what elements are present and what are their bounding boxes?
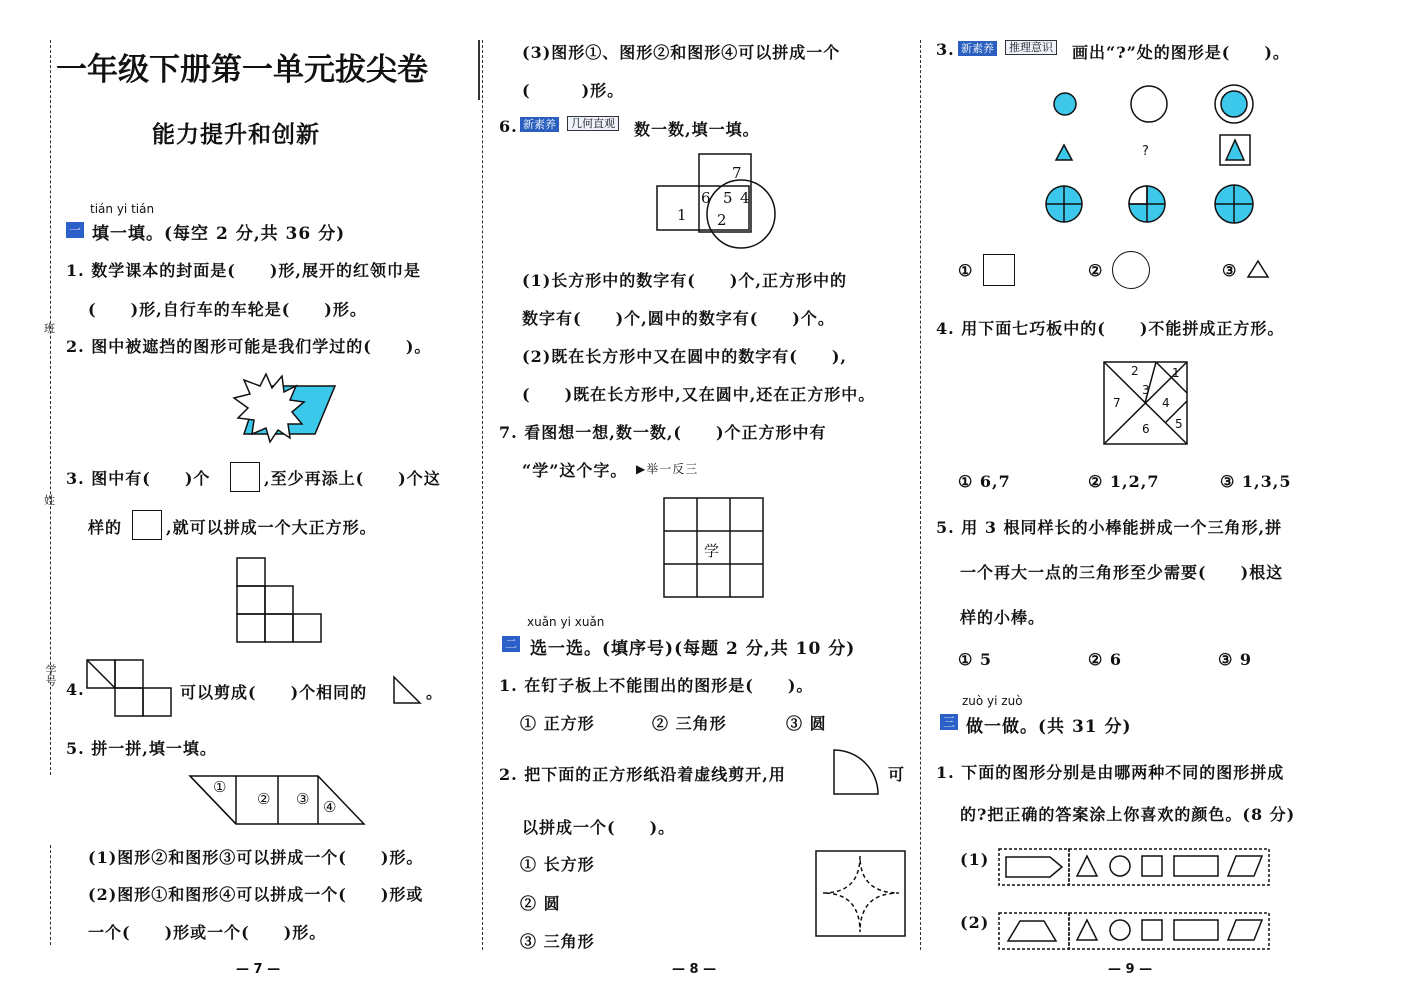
d1-row2-figure: [998, 912, 1273, 950]
section2-icon: 二: [502, 636, 520, 652]
page-subtitle: 能力提升和创新: [152, 122, 320, 148]
title-bar-right: [478, 40, 480, 100]
d1-line2: 的?把正确的答案涂上你喜欢的颜色。(8 分): [960, 805, 1296, 824]
c1-option-3[interactable]: ③ 圆: [786, 714, 827, 733]
q5-sub1: (1)图形②和图形③可以拼成一个( )形。: [88, 848, 424, 867]
q6-tag-new-literacy: 新素养: [520, 117, 559, 132]
q6-num-6: 6: [701, 189, 712, 207]
c2-option-1[interactable]: ① 长方形: [520, 855, 595, 874]
q1-line1: 1. 数学课本的封面是( )形,展开的红领巾是: [66, 261, 421, 280]
q3-square-icon-2: [132, 510, 162, 540]
c4-piece-6: 6: [1142, 422, 1151, 436]
c5-line3: 样的小棒。: [960, 608, 1046, 627]
q5-label-2: ②: [257, 790, 272, 808]
q6-num-1: 1: [677, 206, 688, 224]
c5-line1: 5. 用 3 根同样长的小棒能拼成一个三角形,拼: [936, 518, 1283, 537]
q4-text: 可以剪成( )个相同的: [180, 683, 368, 702]
c3-tag-reasoning: 推理意识: [1005, 40, 1057, 55]
c3-stem: 画出“?”处的图形是( )。: [1072, 43, 1290, 62]
c1-option-1[interactable]: ① 正方形: [520, 714, 595, 733]
q4-number: 4.: [66, 680, 85, 699]
page-number-7: — 7 —: [236, 962, 281, 977]
c4-piece-2: 2: [1131, 364, 1140, 378]
c2-line1: 2. 把下面的正方形纸沿着虚线剪开,用: [499, 765, 786, 784]
q5-label-3: ③: [296, 790, 311, 808]
q7-line2: “学”这个字。: [522, 461, 628, 480]
q7-line1: 7. 看图想一想,数一数,( )个正方形中有: [499, 423, 827, 442]
q6-num-5: 5: [723, 189, 734, 207]
section2-pinyin: xuǎn yi xuǎn: [527, 615, 605, 629]
d1-label-2: (2): [960, 913, 990, 932]
q2-stem: 2. 图中被遮挡的图形可能是我们学过的( )。: [66, 337, 432, 356]
c5-line2: 一个再大一点的三角形至少需要( )根这: [960, 563, 1284, 582]
q3-square-icon: [230, 462, 260, 492]
q3-square-stack-figure: [236, 557, 322, 643]
q6-sub2-line1: (2)既在长方形中又在圆中的数字有( ),: [522, 347, 847, 366]
q2-hidden-shape-figure: [230, 372, 340, 444]
q3-part1: 3. 图中有( )个: [66, 469, 211, 488]
c3-option-2-circle-icon: [1112, 251, 1150, 289]
d1-line1: 1. 下面的图形分别是由哪两种不同的图形拼成: [936, 763, 1285, 782]
q5-sub3-line2: ( )形。: [522, 81, 625, 100]
q5-sub3-line1: (3)图形①、图形②和图形④可以拼成一个: [522, 43, 841, 62]
c4-piece-4: 4: [1162, 396, 1171, 410]
c5-option-3[interactable]: ③ 9: [1218, 650, 1253, 669]
binding-mark-number: 学号: [44, 664, 57, 686]
section3-pinyin: zuò yi zuò: [962, 694, 1023, 708]
c4-piece-7: 7: [1113, 396, 1122, 410]
q1-line2: ( )形,自行车的车轮是( )形。: [88, 300, 367, 319]
c1-stem: 1. 在钉子板上不能围出的图形是( )。: [499, 676, 814, 695]
section1-icon: 一: [66, 222, 84, 238]
q4-net-figure: [86, 659, 174, 717]
c4-option-1[interactable]: ① 6,7: [958, 472, 1011, 491]
c4-piece-1: 1: [1172, 366, 1181, 380]
q6-stem: 数一数,填一填。: [634, 120, 760, 139]
page-title: 一年级下册第一单元拔尖卷: [56, 52, 428, 88]
q6-sub1-line1: (1)长方形中的数字有( )个,正方形中的: [522, 271, 847, 290]
section3-icon: 三: [940, 714, 958, 730]
q6-overlap-figure: [655, 150, 780, 255]
q5-sub2-line2: 一个( )形或一个( )形。: [88, 923, 327, 942]
q7-grid-char: 学: [704, 542, 721, 560]
c4-option-2[interactable]: ② 1,2,7: [1088, 472, 1160, 491]
c3-option-3[interactable]: ③: [1222, 261, 1238, 280]
q7-tag-extension: ▶举一反三: [636, 462, 699, 476]
q6-num-7: 7: [732, 164, 743, 182]
q6-num-4: 4: [740, 189, 751, 207]
c5-option-1[interactable]: ① 5: [958, 650, 993, 669]
c2-cut-square-figure: [815, 850, 907, 938]
q6-sub1-line2: 数字有( )个,圆中的数字有( )个。: [522, 309, 835, 328]
binding-mark-name: 姓: [44, 494, 55, 507]
binding-mark-class: 班: [44, 322, 55, 335]
q6-tag-geometry: 几何直观: [567, 116, 619, 131]
c2-line2: 以拼成一个( )。: [522, 818, 676, 837]
q4-triangle-icon: [392, 675, 422, 705]
c2-quarter-circle-icon: [832, 748, 882, 796]
section1-pinyin: tián yi tián: [90, 202, 155, 216]
q5-label-1: ①: [213, 778, 228, 796]
binding-line-lower: [50, 845, 51, 945]
c4-option-3[interactable]: ③ 1,3,5: [1220, 472, 1292, 491]
d1-row1-figure: [998, 848, 1273, 886]
c3-pattern-grid: [1040, 82, 1260, 232]
q6-sub2-line2: ( )既在长方形中,又在圆中,还在正方形中。: [522, 385, 876, 404]
c3-option-3-triangle-icon: [1246, 259, 1270, 279]
c3-option-1[interactable]: ①: [958, 261, 974, 280]
c3-option-2[interactable]: ②: [1088, 261, 1104, 280]
q6-num-2: 2: [717, 211, 728, 229]
page-number-9: — 9 —: [1108, 962, 1153, 977]
c3-number: 3.: [936, 40, 955, 59]
q5-sub2-line1: (2)图形①和图形④可以拼成一个( )形或: [88, 885, 424, 904]
column-divider-2: [920, 40, 921, 950]
section2-heading: 选一选。(填序号)(每题 2 分,共 10 分): [530, 639, 856, 659]
c2-option-2[interactable]: ② 圆: [520, 894, 561, 913]
c2-line1-end: 可: [888, 765, 906, 784]
c3-tag-new-literacy: 新素养: [958, 41, 997, 56]
q3-part2: ,至少再添上( )个这: [264, 469, 441, 488]
page-number-8: — 8 —: [672, 962, 717, 977]
section1-heading: 填一填。(每空 2 分,共 36 分): [92, 224, 346, 244]
section3-heading: 做一做。(共 31 分): [966, 717, 1132, 737]
c2-option-3[interactable]: ③ 三角形: [520, 932, 595, 951]
c5-option-2[interactable]: ② 6: [1088, 650, 1123, 669]
c4-piece-5: 5: [1175, 417, 1184, 431]
q5-stem: 5. 拼一拼,填一填。: [66, 739, 217, 758]
c4-piece-3: 3: [1142, 383, 1151, 397]
c3-question-mark: ?: [1142, 144, 1150, 159]
c4-stem: 4. 用下面七巧板中的( )不能拼成正方形。: [936, 319, 1285, 338]
d1-label-1: (1): [960, 850, 990, 869]
q5-label-4: ④: [323, 798, 338, 816]
q3-part4: ,就可以拼成一个大正方形。: [166, 518, 377, 537]
column-divider-1: [482, 40, 483, 950]
c3-option-1-square-icon: [983, 254, 1015, 286]
q6-number: 6.: [499, 117, 518, 136]
q4-end: 。: [426, 683, 444, 702]
q3-part3: 样的: [88, 518, 123, 537]
c1-option-2[interactable]: ② 三角形: [652, 714, 727, 733]
